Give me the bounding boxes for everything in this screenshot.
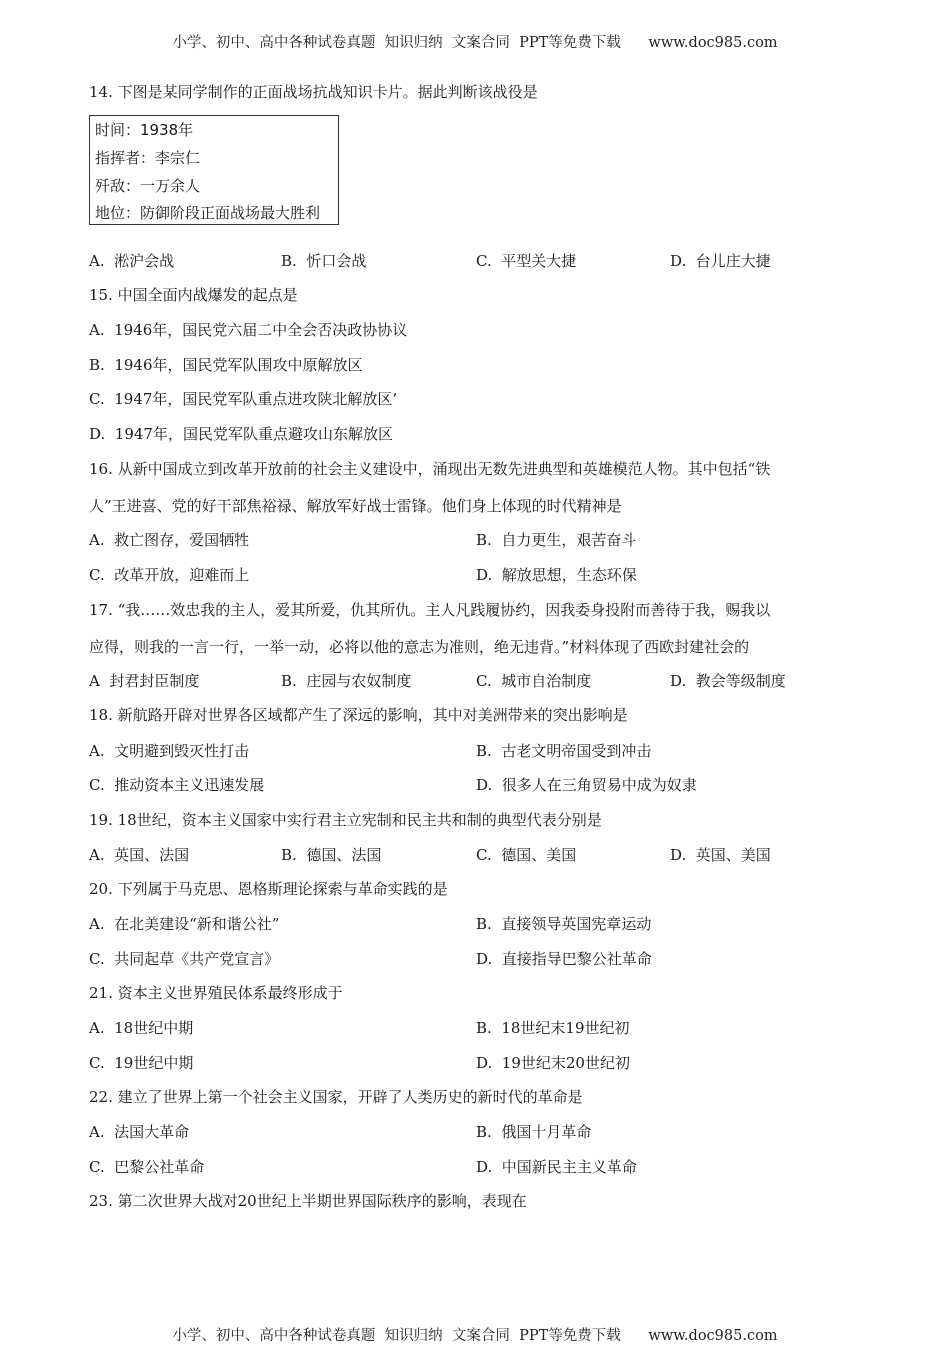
question-18-stem: 18. 新航路开辟对世界各区域都产生了深远的影响，其中对美洲带来的突出影响是 <box>89 706 628 724</box>
question-22-stem: 22. 建立了世界上第一个社会主义国家，开辟了人类历史的新时代的革命是 <box>89 1088 583 1106</box>
q21-option-a: A. 18世纪中期 <box>89 1019 194 1037</box>
page-footer: 小学、初中、高中各种试卷真题 知识归纳 文案合同 PPT等免费下载 www.doc985.com <box>172 1328 778 1344</box>
question-17-stem-line2: 应得，则我的一言一行，一举一动，必将以他的意志为准则，绝无违背。”材料体现了西欧封建社会的 <box>89 638 750 656</box>
q15-option-d: D. 1947年，国民党军队重点避攻山东解放区 <box>89 425 393 443</box>
q15-option-b: B. 1946年，国民党军队围攻中原解放区 <box>89 356 363 374</box>
card-line-status: 地位：防御阶段正面战场最大胜利 <box>95 204 321 222</box>
q17-option-b: B. 庄园与农奴制度 <box>281 672 412 690</box>
q19-option-b: B. 德国、法国 <box>281 846 382 864</box>
page-header: 小学、初中、高中各种试卷真题 知识归纳 文案合同 PPT等免费下载 www.doc985.com <box>172 35 778 51</box>
q22-option-a: A. 法国大革命 <box>89 1123 190 1141</box>
q15-option-a: A. 1946年，国民党六届二中全会否决政协协议 <box>89 321 408 339</box>
q20-option-d: D. 直接指导巴黎公社革命 <box>476 950 652 968</box>
q14-option-b: B. 忻口会战 <box>281 252 367 270</box>
q17-option-a: A 封君封臣制度 <box>89 672 200 690</box>
q20-option-b: B. 直接领导英国宪章运动 <box>476 915 652 933</box>
q22-option-d: D. 中国新民主主义革命 <box>476 1158 637 1176</box>
question-19-stem: 19. 18世纪，资本主义国家中实行君主立宪制和民主共和制的典型代表分别是 <box>89 811 602 829</box>
question-20-stem: 20. 下列属于马克思、恩格斯理论探索与革命实践的是 <box>89 880 448 898</box>
q14-option-d: D. 台儿庄大捷 <box>670 252 771 270</box>
question-17-stem-line1: 17. “我……效忠我的主人，爱其所爱，仇其所仇。主人凡践履协约，因我委身投附而善待于我，赐我以 <box>89 601 771 619</box>
q20-option-a: A. 在北美建设“新和谐公社” <box>89 915 280 933</box>
q20-option-c: C. 共同起草《共产党宣言》 <box>89 950 280 968</box>
question-23-stem: 23. 第二次世界大战对20世纪上半期世界国际秩序的影响，表现在 <box>89 1192 527 1210</box>
q18-option-a: A. 文明避到毁灭性打击 <box>89 742 250 760</box>
q14-option-a: A. 淞沪会战 <box>89 252 175 270</box>
card-line-time: 时间：1938年 <box>95 121 194 139</box>
q15-option-c: C. 1947年，国民党军队重点进攻陕北解放区’ <box>89 390 398 408</box>
q17-option-c: C. 城市自治制度 <box>476 672 592 690</box>
q19-option-a: A. 英国、法国 <box>89 846 190 864</box>
q18-option-c: C. 推动资本主义迅速发展 <box>89 776 265 794</box>
q21-option-b: B. 18世纪末19世纪初 <box>476 1019 630 1037</box>
q17-option-d: D. 教会等级制度 <box>670 672 786 690</box>
question-21-stem: 21. 资本主义世界殖民体系最终形成于 <box>89 984 343 1002</box>
question-15-stem: 15. 中国全面内战爆发的起点是 <box>89 286 298 304</box>
q18-option-d: D. 很多人在三角贸易中成为奴隶 <box>476 776 697 794</box>
knowledge-card <box>89 115 339 225</box>
q16-option-d: D. 解放思想，生态环保 <box>476 566 637 584</box>
q22-option-b: B. 俄国十月革命 <box>476 1123 592 1141</box>
card-line-casualties: 歼敌：一万余人 <box>95 177 201 195</box>
q19-option-c: C. 德国、美国 <box>476 846 577 864</box>
q16-option-c: C. 改革开放，迎难而上 <box>89 566 250 584</box>
question-16-stem-line2: 人”王进喜、党的好干部焦裕禄、解放军好战士雷锋。他们身上体现的时代精神是 <box>89 497 622 515</box>
q16-option-b: B. 自力更生，艰苦奋斗 <box>476 531 637 549</box>
card-line-commander: 指挥者：李宗仁 <box>95 149 201 167</box>
q19-option-d: D. 英国、美国 <box>670 846 771 864</box>
q22-option-c: C. 巴黎公社革命 <box>89 1158 205 1176</box>
question-14-stem: 14. 下图是某同学制作的正面战场抗战知识卡片。据此判断该战役是 <box>89 83 538 101</box>
q21-option-c: C. 19世纪中期 <box>89 1054 194 1072</box>
q21-option-d: D. 19世纪末20世纪初 <box>476 1054 630 1072</box>
q14-option-c: C. 平型关大捷 <box>476 252 577 270</box>
question-16-stem-line1: 16. 从新中国成立到改革开放前的社会主义建设中，涌现出无数先进典型和英雄模范人物。其中包括“铁 <box>89 460 771 478</box>
q18-option-b: B. 古老文明帝国受到冲击 <box>476 742 652 760</box>
q16-option-a: A. 救亡图存，爱国牺牲 <box>89 531 250 549</box>
